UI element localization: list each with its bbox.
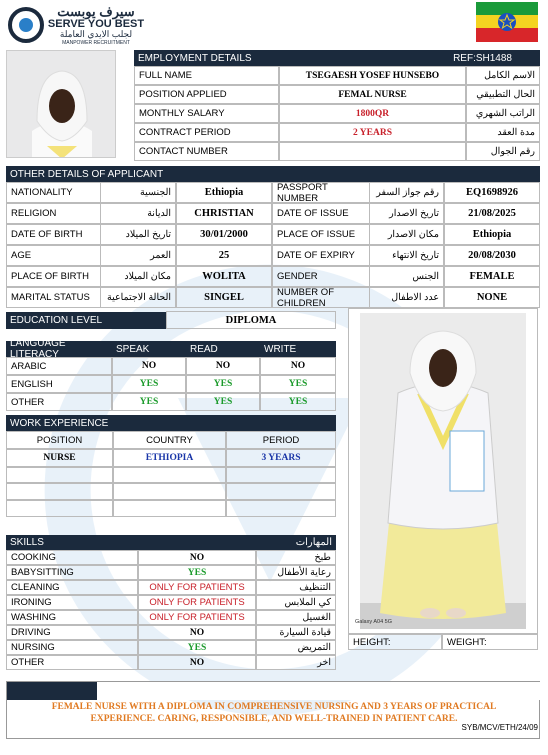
other-right-ar: مكان الاصدار [370,224,444,245]
other-right-label: PASSPORT NUMBER [272,182,370,203]
language-table [6,357,336,411]
ethiopia-flag-icon [476,2,538,42]
position-value: FEMAL NURSE [279,85,466,104]
height-field: HEIGHT: [348,634,442,650]
other-right-label: DATE OF ISSUE [272,203,370,224]
skill-value: ONLY FOR PATIENTS [138,595,256,610]
weight-field: WEIGHT: [442,634,538,650]
education-label-text: EDUCATION LEVEL [10,315,103,326]
other-right-ar: تاريخ الاصدار [370,203,444,224]
language-cell: YES [112,375,186,393]
logo-sub: MANPOWER RECRUITMENT [62,40,130,46]
work-empty-cell [113,483,226,500]
other-right-value: EQ1698926 [444,182,540,203]
employment-ar: الحال التطبيقي [466,85,540,104]
logo-ar-bottom: لجلب الايدي العاملة [59,29,133,39]
skill-ar: اخر [256,655,336,670]
other-details-table [6,182,540,308]
education-value: DIPLOMA [166,311,336,329]
applicant-full-photo [348,308,538,634]
language-row-name: ARABIC [6,357,112,375]
other-left-value: 25 [176,245,272,266]
language-col-read: READ [190,343,218,355]
skills-table [6,550,336,670]
work-empty-cell [6,467,113,483]
summary-box [6,681,540,739]
employment-ar: الاسم الكامل [466,66,540,85]
skill-value: YES [138,565,256,580]
work-col-position: POSITION [6,431,113,449]
skill-name: COOKING [6,550,138,565]
language-cell: NO [186,357,260,375]
language-title: LANGUAGE LITERACY [10,338,66,360]
skill-name: OTHER [6,655,138,670]
employment-ar: مدة العقد [466,123,540,142]
language-row-name: ENGLISH [6,375,112,393]
logo-emblem-icon [8,6,44,44]
employment-table [134,66,540,161]
employment-label: CONTRACT PERIOD [134,123,279,142]
other-right-value: 20/08/2030 [444,245,540,266]
skill-ar: رعاية الأطفال [256,565,336,580]
contact-value [279,142,466,161]
skill-ar: التنظيف [256,580,336,595]
logo-en: SERVE YOU BEST [47,18,145,30]
skill-ar: كي الملابس [256,595,336,610]
other-left-label: AGE [6,245,101,266]
language-cell: YES [112,393,186,411]
other-left-label: PLACE OF BIRTH [6,266,101,287]
other-left-ar: مكان الميلاد [101,266,176,287]
applicant-headshot [6,50,116,158]
other-left-ar: الحالة الاجتماعية [101,287,176,308]
summary-tab [7,682,97,700]
logo-ar-top: سيرف يوبست [57,4,135,19]
salary-value: 1800QR [279,104,466,123]
skill-name: NURSING [6,640,138,655]
skill-value: ONLY FOR PATIENTS [138,580,256,595]
employment-ar: الراتب الشهري [466,104,540,123]
skill-ar: قيادة السيارة [256,625,336,640]
work-empty-cell [226,500,336,517]
skill-value: YES [138,640,256,655]
other-left-value: Ethiopia [176,182,272,203]
summary-text: FEMALE NURSE WITH A DIPLOMA IN COMPREHENSIVE NURSING AND 3 YEARS OF PRACTICAL EXPERIENCE. CARING, RESPONSIBLE, AND WELL-TRAINED IN PATIENT CARE. [51,702,497,724]
other-right-label: NUMBER OF CHILDREN [272,287,370,308]
other-left-value: CHRISTIAN [176,203,272,224]
other-right-value: FEMALE [444,266,540,287]
work-empty-cell [113,500,226,517]
work-col-country: COUNTRY [113,431,226,449]
other-left-ar: الديانة [101,203,176,224]
document-code: SYB/MCV/ETH/24/09 [461,723,538,732]
other-left-ar: الجنسية [101,182,176,203]
employment-label: MONTHLY SALARY [134,104,279,123]
skill-value: ONLY FOR PATIENTS [138,610,256,625]
work-title: WORK EXPERIENCE [10,417,109,429]
language-col-write: WRITE [264,343,297,355]
skill-ar: طبخ [256,550,336,565]
employment-title: EMPLOYMENT DETAILS [138,52,252,64]
other-left-value: 30/01/2000 [176,224,272,245]
work-period-value: 3 YEARS [226,449,336,467]
other-left-label: NATIONALITY [6,182,101,203]
language-row-name: OTHER [6,393,112,411]
work-empty-cell [226,467,336,483]
other-right-ar: تاريخ الانتهاء [370,245,444,266]
language-cell: NO [112,357,186,375]
other-left-ar: تاريخ الميلاد [101,224,176,245]
other-right-label: GENDER [272,266,370,287]
skill-value: NO [138,550,256,565]
summary-bar [97,682,541,700]
language-col-speak: SPEAK [116,343,150,355]
skill-name: BABYSITTING [6,565,138,580]
skill-name: IRONING [6,595,138,610]
skills-header [6,535,336,550]
skill-name: DRIVING [6,625,138,640]
other-left-value: WOLITA [176,266,272,287]
other-right-label: PLACE OF ISSUE [272,224,370,245]
contract-value: 2 YEARS [279,123,466,142]
other-left-label: RELIGION [6,203,101,224]
language-cell: YES [186,393,260,411]
other-right-value: NONE [444,287,540,308]
work-col-period: PERIOD [226,431,336,449]
work-country-value: ETHIOPIA [113,449,226,467]
other-right-label: DATE OF EXPIRY [272,245,370,266]
skills-title: SKILLS [10,537,44,548]
employment-label: CONTACT NUMBER [134,142,279,161]
work-position-value: NURSE [6,449,113,467]
language-header [6,338,336,360]
skills-title-ar: المهارات [295,537,332,548]
language-cell: YES [260,393,336,411]
employment-ar: رقم الجوال [466,142,540,161]
work-header [6,415,336,431]
language-cell: YES [260,375,336,393]
photo-caption: Galaxy A04 5G [355,619,392,625]
skill-value: NO [138,655,256,670]
other-details-title: OTHER DETAILS OF APPLICANT [10,168,164,180]
full-name-value: TSEGAESH YOSEF HUNSEBO [279,66,466,85]
work-empty-cell [113,467,226,483]
company-logo [8,4,148,48]
work-table [6,431,336,517]
language-cell: NO [260,357,336,375]
other-right-ar: الجنس [370,266,444,287]
work-empty-cell [6,483,113,500]
work-empty-cell [226,483,336,500]
skill-name: CLEANING [6,580,138,595]
other-right-value: Ethiopia [444,224,540,245]
skill-ar: الغسيل [256,610,336,625]
other-right-value: 21/08/2025 [444,203,540,224]
skill-name: WASHING [6,610,138,625]
education-label [6,312,166,329]
other-left-ar: العمر [101,245,176,266]
other-left-value: SINGEL [176,287,272,308]
skill-ar: التمريض [256,640,336,655]
language-cell: YES [186,375,260,393]
skill-value: NO [138,625,256,640]
other-left-label: DATE OF BIRTH [6,224,101,245]
employment-header [134,50,540,66]
employment-label: POSITION APPLIED [134,85,279,104]
other-details-header [6,166,540,182]
ref-number: REF:SH1488 [453,52,512,64]
other-left-label: MARITAL STATUS [6,287,101,308]
other-right-ar: عدد الاطفال [370,287,444,308]
work-empty-cell [6,500,113,517]
employment-label: FULL NAME [134,66,279,85]
other-right-ar: رقم جواز السفر [370,182,444,203]
